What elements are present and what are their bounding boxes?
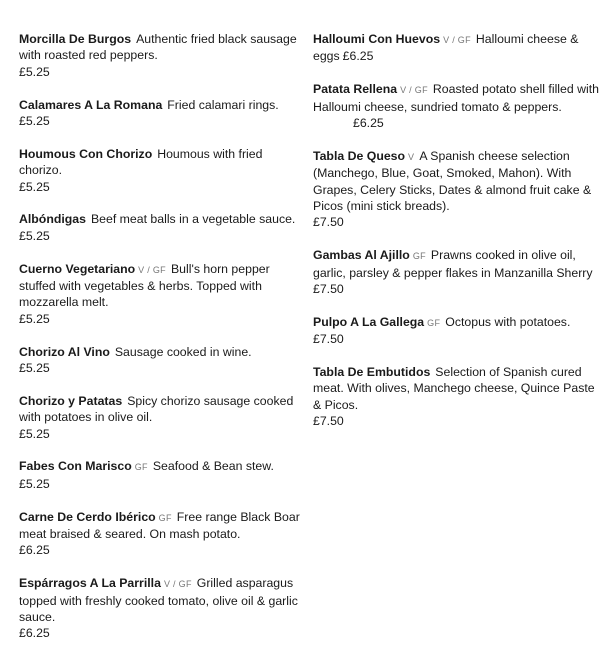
menu-column-right (313, 31, 605, 446)
menu-item-name: Albóndigas (19, 212, 86, 227)
menu-item-name: Fabes Con Marisco (19, 459, 132, 474)
menu-item (313, 247, 605, 297)
dietary-tag: V / GF (400, 85, 428, 96)
menu-item-price: £7.50 (313, 282, 344, 297)
menu-item (19, 211, 302, 244)
menu-item-name: Tabla De Queso (313, 148, 406, 163)
menu-item-price: £5.25 (19, 476, 50, 491)
menu-item-description: Free range Black Boar meat braised & seared. On mash potato. (19, 509, 300, 542)
dietary-tag: GF (134, 462, 148, 473)
menu-item (19, 575, 302, 642)
menu-item-price: £5.25 (19, 228, 50, 243)
dietary-tag: V / GF (138, 264, 166, 275)
menu-item-description: Fried calamari rings. (167, 97, 279, 112)
menu-item-price: £7.50 (313, 215, 344, 230)
menu-item-name: Morcilla De Burgos (19, 32, 132, 46)
menu-item (19, 393, 302, 442)
menu-item-name: Tabla De Embutidos (313, 365, 431, 380)
menu-item-description: Halloumi cheese & eggs (313, 32, 579, 64)
menu-item-name: Pulpo A La Gallega (313, 314, 425, 329)
menu-item-description: Seafood & Bean stew. (152, 459, 274, 474)
menu-item-price: £6.25 (19, 626, 50, 641)
menu-item-name: Chorizo Al Vino (19, 344, 110, 359)
menu-item (19, 509, 302, 559)
menu-item-price: £6.25 (19, 543, 50, 558)
menu-item-name: Carne De Cerdo Ibérico (19, 509, 156, 524)
dietary-tag: V / GF (163, 579, 192, 590)
menu-item-description: Bull's horn pepper stuffed with vegetables & herbs. Topped with mozzarella melt. (19, 261, 270, 310)
menu-column-left (19, 31, 302, 650)
menu-item-description: Sausage cooked in wine. (114, 344, 252, 359)
dietary-tag: GF (412, 251, 426, 262)
menu-item (313, 148, 605, 231)
menu-item-name: Espárragos A La Parrilla (19, 576, 161, 591)
menu-item-price: £6.25 (342, 49, 374, 64)
menu-item-name: Cuerno Vegetariano (19, 261, 136, 276)
menu-item-price: £7.50 (313, 414, 344, 429)
menu-item-price: £5.25 (19, 361, 50, 376)
menu-item (19, 97, 302, 130)
menu-item-description: A Spanish cheese selection (Manchego, Blue, Goat, Smoked, Mahon). With Grapes, Celery Sticks, Dates & almond fruit cake & Picos (mini stick breads). (313, 148, 592, 214)
menu-item (313, 314, 605, 348)
menu-item-name: Gambas Al Ajillo (313, 248, 410, 263)
menu-item-price: £5.25 (19, 114, 50, 129)
menu-item (313, 364, 605, 430)
menu-item-description: Houmous with fried chorizo. (19, 146, 263, 178)
menu-item-price: £6.25 (353, 116, 384, 131)
menu-item-name: Houmous Con Chorizo (19, 146, 153, 161)
menu-item (19, 344, 302, 377)
menu-item-description: Selection of Spanish cured meat. With olives, Manchego cheese, Quince Paste & Picos. (313, 365, 595, 412)
menu-item (313, 31, 605, 65)
menu-item (19, 458, 302, 492)
dietary-tag: GF (158, 512, 172, 523)
dietary-tag: V / GF (443, 35, 471, 45)
dietary-tag: V (408, 151, 415, 162)
menu-item-price: £5.25 (19, 64, 50, 79)
menu-item-description: Octopus with potatoes. (445, 314, 571, 329)
dietary-tag: GF (427, 317, 441, 328)
menu-item-price: £7.50 (313, 332, 344, 347)
menu-item-name: Chorizo y Patatas (19, 393, 123, 408)
menu-item-description: Prawns cooked in olive oil, garlic, parsley & pepper flakes in Manzanilla Sherry (313, 248, 593, 280)
menu-item-price: £5.25 (19, 426, 50, 441)
menu-item (19, 146, 302, 195)
menu-item-description: Beef meat balls in a vegetable sauce. (90, 212, 296, 227)
menu-item-description: Grilled asparagus topped with freshly cooked tomato, olive oil & garlic sauce. (19, 576, 298, 625)
menu-item (313, 81, 605, 131)
menu-item (19, 261, 302, 328)
menu-item-name: Patata Rellena (313, 82, 398, 97)
menu-item (19, 31, 302, 80)
menu-item-description: Roasted potato shell filled with Halloumi cheese, sundried tomato & peppers. (313, 82, 599, 114)
menu-item-description: Authentic fried black sausage with roasted red peppers. (19, 32, 297, 63)
menu-item-price: £5.25 (19, 311, 50, 326)
menu-item-description: Spicy chorizo sausage cooked with potatoes in olive oil. (19, 393, 294, 425)
menu-item-name: Halloumi Con Huevos (313, 32, 441, 46)
menu-item-name: Calamares A La Romana (19, 97, 163, 112)
menu-item-price: £5.25 (19, 179, 50, 194)
